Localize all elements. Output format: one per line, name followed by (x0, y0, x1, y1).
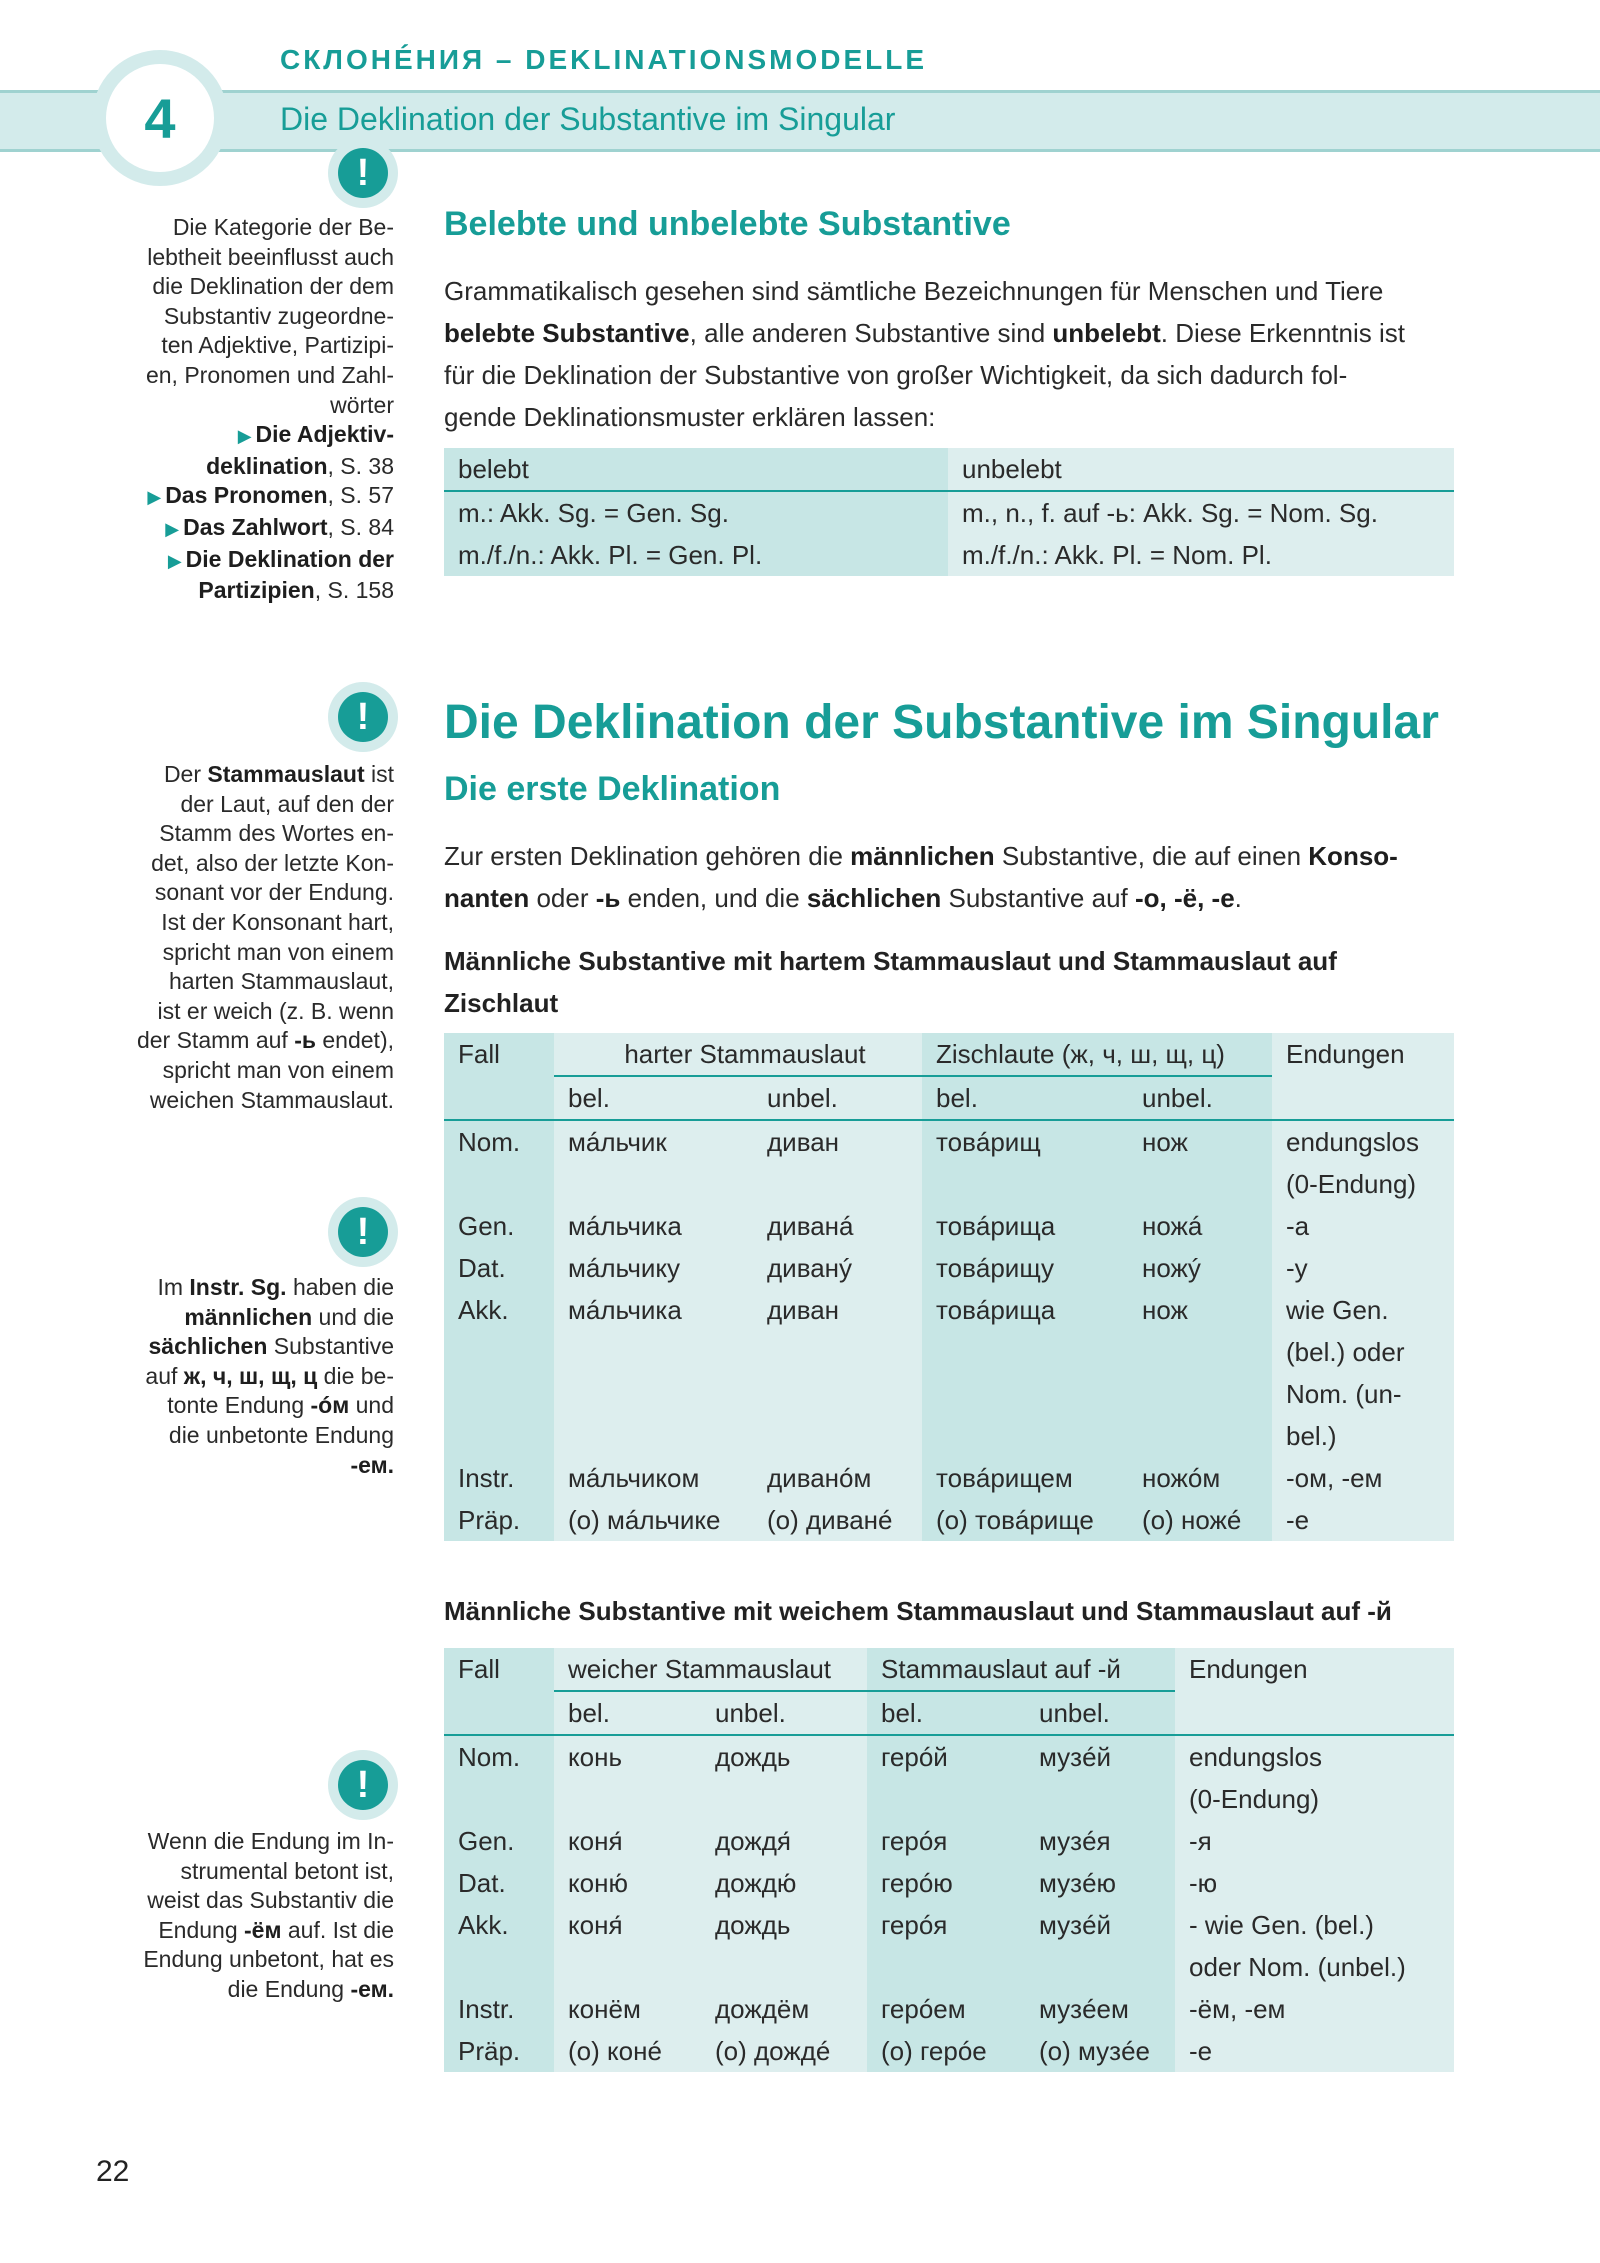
table-row (444, 1457, 1454, 1499)
table-cell (444, 1373, 554, 1415)
table-cell (701, 1946, 867, 1988)
table-cell (753, 1415, 922, 1457)
table-cell: bel.) (1272, 1415, 1454, 1457)
table-row (444, 1862, 1454, 1904)
table-row (444, 1247, 1454, 1289)
table-header: harter Stammauslaut (554, 1033, 922, 1076)
chapter-badge (92, 50, 228, 186)
table-cell: bel. (867, 1691, 1025, 1735)
table-cell (922, 1331, 1128, 1373)
table-cell (753, 1163, 922, 1205)
table-cell: bel. (554, 1076, 753, 1120)
table-cell: (bel.) oder (1272, 1331, 1454, 1373)
note-line: die Deklination der dem (152, 273, 394, 300)
table-cell: Instr. (444, 1988, 554, 2030)
table-row (444, 1373, 1454, 1415)
section1-paragraph: Grammatikalisch gesehen sind sämtliche Bezeichnungen für Menschen und Tiere belebte Substantive, alle anderen Substantive sind unbelebt. Diese Erkenntnis ist für die Deklination der Substantive von großer Wichtigkeit, da sich dadurch fol- gende Deklinationsmuster erklären lassen: (444, 276, 1405, 432)
table-cell: (о) ножé (1128, 1499, 1272, 1541)
table-cell: unbel. (753, 1076, 922, 1120)
table-header: Zischlaute (ж, ч, ш, щ, ц) (922, 1033, 1272, 1076)
table-cell (444, 1076, 554, 1120)
table-cell: -е (1175, 2030, 1454, 2072)
table-cell (554, 1778, 701, 1820)
table-cell: (о) товáрище (922, 1499, 1128, 1541)
table-cell (1175, 1691, 1454, 1735)
table-cell (1272, 1076, 1454, 1120)
table-cell: герóй (867, 1735, 1025, 1778)
table-cell: диванý (753, 1247, 922, 1289)
header-rule-bottom (0, 149, 1600, 152)
table-cell: m./f./n.: Akk. Pl. = Nom. Pl. (948, 534, 1454, 576)
table-cell (867, 1778, 1025, 1820)
table-cell (444, 1331, 554, 1373)
section-heading-belebt: Belebte und unbelebte Substantive (444, 205, 1011, 243)
table-cell: коню́ (554, 1862, 701, 1904)
table-row (444, 1499, 1454, 1541)
table-cell: Nom. (un- (1272, 1373, 1454, 1415)
table-cell: -а (1272, 1205, 1454, 1247)
table-row (444, 1289, 1454, 1331)
table-cell: товáрищем (922, 1457, 1128, 1499)
table-cell: нож (1128, 1289, 1272, 1331)
table-header: Fall (444, 1033, 554, 1076)
table-cell: товáрища (922, 1289, 1128, 1331)
table-cell: Dat. (444, 1247, 554, 1289)
table-cell: герóя (867, 1904, 1025, 1946)
section-subtitle-erste: Die erste Deklination (444, 770, 781, 808)
table-cell: (о) герóе (867, 2030, 1025, 2072)
table-row (444, 534, 1454, 576)
table-cell: нож (1128, 1120, 1272, 1163)
table1-caption: Männliche Substantive mit hartem Stammauslaut und Stammauslaut auf Zischlaut (444, 946, 1337, 1018)
table-cell (867, 1946, 1025, 1988)
table-cell: wie Gen. (1272, 1289, 1454, 1331)
table-row (444, 1415, 1454, 1457)
table-cell: диван (753, 1120, 922, 1163)
table-cell: Akk. (444, 1289, 554, 1331)
table-cell: дождь (701, 1735, 867, 1778)
table-header: Fall (444, 1648, 554, 1691)
sidebar-note-stammauslaut: Der Stammauslaut ist der Laut, auf den der Stamm des Wortes en- det, also der letzte Kon- sonant vor der Endung. Ist der Konsonant hart, spricht man von einem harten Stammauslaut, ist er weich (z. B. wenn der Stamm auf -ь endet), spricht man von einem weichen Stammauslaut. (136, 761, 394, 1113)
crossref-link[interactable]: Partizipien, S. 158 (198, 577, 394, 604)
table-cell: m./f./n.: Akk. Pl. = Gen. Pl. (444, 534, 948, 576)
table-cell: музéй (1025, 1735, 1175, 1778)
table-header: unbelebt (948, 448, 1454, 491)
table-cell: дождя́ (701, 1820, 867, 1862)
table-cell: -е (1272, 1499, 1454, 1541)
table-cell: endungslos (1272, 1120, 1454, 1163)
table-cell: -я (1175, 1820, 1454, 1862)
table-cell: коня́ (554, 1820, 701, 1862)
note-line: Substantiv zugeordne- (163, 302, 394, 329)
exclamation-icon: ! (328, 682, 398, 752)
table-cell: ножóм (1128, 1457, 1272, 1499)
table-cell: (о) дождé (701, 2030, 867, 2072)
table-cell: ножá (1128, 1205, 1272, 1247)
table-cell (1128, 1373, 1272, 1415)
table-header: belebt (444, 448, 948, 491)
table-cell: коня́ (554, 1904, 701, 1946)
page-number: 22 (96, 2155, 130, 2188)
table-cell: товáрищу (922, 1247, 1128, 1289)
table-row (444, 1988, 1454, 2030)
declension-table-hard (444, 1033, 1454, 1541)
table-cell (444, 1163, 554, 1205)
table-cell: bel. (922, 1076, 1128, 1120)
table-cell: oder Nom. (unbel.) (1175, 1946, 1454, 1988)
table-cell (554, 1331, 753, 1373)
chapter-subtitle: Die Deklination der Substantive im Singular (280, 101, 896, 137)
note-line: wörter (330, 391, 394, 418)
crossref-link[interactable]: ▶ Das Zahlwort, S. 84 (165, 513, 394, 540)
table-cell: Dat. (444, 1862, 554, 1904)
table-cell: -ём, -ем (1175, 1988, 1454, 2030)
table-row (444, 1778, 1454, 1820)
table-cell: -ом, -ем (1272, 1457, 1454, 1499)
table-cell: конём (554, 1988, 701, 2030)
table-cell: товáрища (922, 1205, 1128, 1247)
table-cell: Akk. (444, 1904, 554, 1946)
sidebar-note-endung: Wenn die Endung im In- strumental betont ist, weist das Substantiv die Endung -ём auf. Ist die Endung unbetont, hat es die Endung -ем. (143, 1828, 394, 2002)
table-cell: музéя (1025, 1820, 1175, 1862)
table-cell: герóя (867, 1820, 1025, 1862)
section-title-singular: Die Deklination der Substantive im Singular (444, 696, 1439, 749)
table-cell (1128, 1163, 1272, 1205)
table-cell (753, 1373, 922, 1415)
table-cell: - wie Gen. (bel.) (1175, 1904, 1454, 1946)
table-row (444, 1946, 1454, 1988)
table-cell: (0-Endung) (1272, 1163, 1454, 1205)
caret-right-icon: ▶ (165, 518, 180, 539)
table-cell: дождь (701, 1904, 867, 1946)
table-cell: герóем (867, 1988, 1025, 2030)
sidebar-note-instrumental: Im Instr. Sg. haben die männlichen und die sächlichen Substantive auf ж, ч, ш, щ, ц die be- tonte Endung -óм und die unbetonte Endung -ем. (145, 1274, 394, 1478)
header-rule-top (0, 90, 1600, 93)
table-cell (922, 1163, 1128, 1205)
note-line: en, Pronomen und Zahl- (145, 361, 394, 388)
table-cell (444, 1946, 554, 1988)
table-cell (1025, 1946, 1175, 1988)
table-cell (554, 1163, 753, 1205)
table-cell: Präp. (444, 1499, 554, 1541)
crossref-link[interactable]: ▶ Das Pronomen, S. 57 (147, 482, 394, 509)
note-line: lebtheit beeinflusst auch (147, 243, 394, 270)
table-cell (1128, 1415, 1272, 1457)
note-line: Die Kategorie der Be- (172, 214, 394, 240)
table-cell: unbel. (1128, 1076, 1272, 1120)
table-cell (444, 1415, 554, 1457)
table-cell: m., n., f. auf -ь: Akk. Sg. = Nom. Sg. (948, 491, 1454, 534)
table-row (444, 1331, 1454, 1373)
table-cell: (о) мáльчике (554, 1499, 753, 1541)
table-header: weicher Stammauslaut (554, 1648, 867, 1691)
caret-right-icon: ▶ (147, 487, 162, 508)
table-cell: мáльчика (554, 1289, 753, 1331)
table-cell (554, 1946, 701, 1988)
table-cell: (о) диванé (753, 1499, 922, 1541)
exclamation-icon: ! (328, 1750, 398, 1820)
table-cell: (0-Endung) (1175, 1778, 1454, 1820)
note-line: ten Adjektive, Partizipi- (161, 332, 394, 359)
table-row (444, 491, 1454, 534)
table-cell: диван (753, 1289, 922, 1331)
table-cell: unbel. (1025, 1691, 1175, 1735)
table-cell: ножý (1128, 1247, 1272, 1289)
table-cell: -у (1272, 1247, 1454, 1289)
caret-right-icon: ▶ (167, 550, 182, 571)
crossref-link[interactable]: deklination, S. 38 (206, 452, 394, 479)
table-cell: Präp. (444, 2030, 554, 2072)
table-row (444, 2030, 1454, 2072)
table-cell (701, 1778, 867, 1820)
table-header: Endungen (1175, 1648, 1454, 1691)
chapter-kicker: СКЛОНÉНИЯ – DEKLINATIONSMODELLE (280, 44, 928, 75)
table-cell: дождём (701, 1988, 867, 2030)
belebt-table (444, 448, 1454, 576)
table-header: Stammauslaut auf -й (867, 1648, 1175, 1691)
table-cell: -ю (1175, 1862, 1454, 1904)
table-cell: (о) музéе (1025, 2030, 1175, 2072)
table-cell (444, 1691, 554, 1735)
table-row (444, 1120, 1454, 1163)
table-header: Endungen (1272, 1033, 1454, 1076)
table-row (444, 1904, 1454, 1946)
table-cell: товáрищ (922, 1120, 1128, 1163)
table-cell: Nom. (444, 1120, 554, 1163)
table2-caption: Männliche Substantive mit weichem Stammauslaut und Stammauslaut auf -й (444, 1596, 1392, 1626)
table-cell: музéю (1025, 1862, 1175, 1904)
crossref-link[interactable]: ▶ Die Adjektiv- (237, 421, 394, 448)
table-row (444, 1820, 1454, 1862)
table-cell (554, 1373, 753, 1415)
table-cell: диванá (753, 1205, 922, 1247)
exclamation-icon: ! (328, 1197, 398, 1267)
table-row (444, 1735, 1454, 1778)
table-cell: unbel. (701, 1691, 867, 1735)
sidebar-note-belebtheit (94, 213, 394, 606)
table-cell: (о) конé (554, 2030, 701, 2072)
table-cell (554, 1415, 753, 1457)
declension-table-soft (444, 1648, 1454, 2072)
table-cell: мáльчика (554, 1205, 753, 1247)
table-cell: музéем (1025, 1988, 1175, 2030)
table-cell: мáльчик (554, 1120, 753, 1163)
table-cell: Nom. (444, 1735, 554, 1778)
table-cell (922, 1415, 1128, 1457)
exclamation-icon: ! (328, 138, 398, 208)
table-cell: музéй (1025, 1904, 1175, 1946)
table-row (444, 1163, 1454, 1205)
table-row (444, 1205, 1454, 1247)
table-cell: Gen. (444, 1820, 554, 1862)
section2-paragraph: Zur ersten Deklination gehören die männlichen Substantive, die auf einen Konso- nanten oder -ь enden, und die sächlichen Substantive auf -о, -ё, -е. (444, 841, 1398, 913)
table-cell: герóю (867, 1862, 1025, 1904)
table-cell: bel. (554, 1691, 701, 1735)
table-cell: мáльчиком (554, 1457, 753, 1499)
table-cell: endungslos (1175, 1735, 1454, 1778)
table-cell: мáльчику (554, 1247, 753, 1289)
chapter-number: 4 (106, 64, 214, 172)
table-cell: диванóм (753, 1457, 922, 1499)
table-cell: конь (554, 1735, 701, 1778)
table-cell (753, 1331, 922, 1373)
table-cell: дождю́ (701, 1862, 867, 1904)
table-cell (444, 1778, 554, 1820)
table-cell (1128, 1331, 1272, 1373)
crossref-link[interactable]: ▶ Die Deklination der (167, 545, 394, 572)
table-cell (1025, 1778, 1175, 1820)
table-cell (922, 1373, 1128, 1415)
table-cell: Instr. (444, 1457, 554, 1499)
table-cell: Gen. (444, 1205, 554, 1247)
table-cell: m.: Akk. Sg. = Gen. Sg. (444, 491, 948, 534)
caret-right-icon: ▶ (237, 426, 252, 447)
